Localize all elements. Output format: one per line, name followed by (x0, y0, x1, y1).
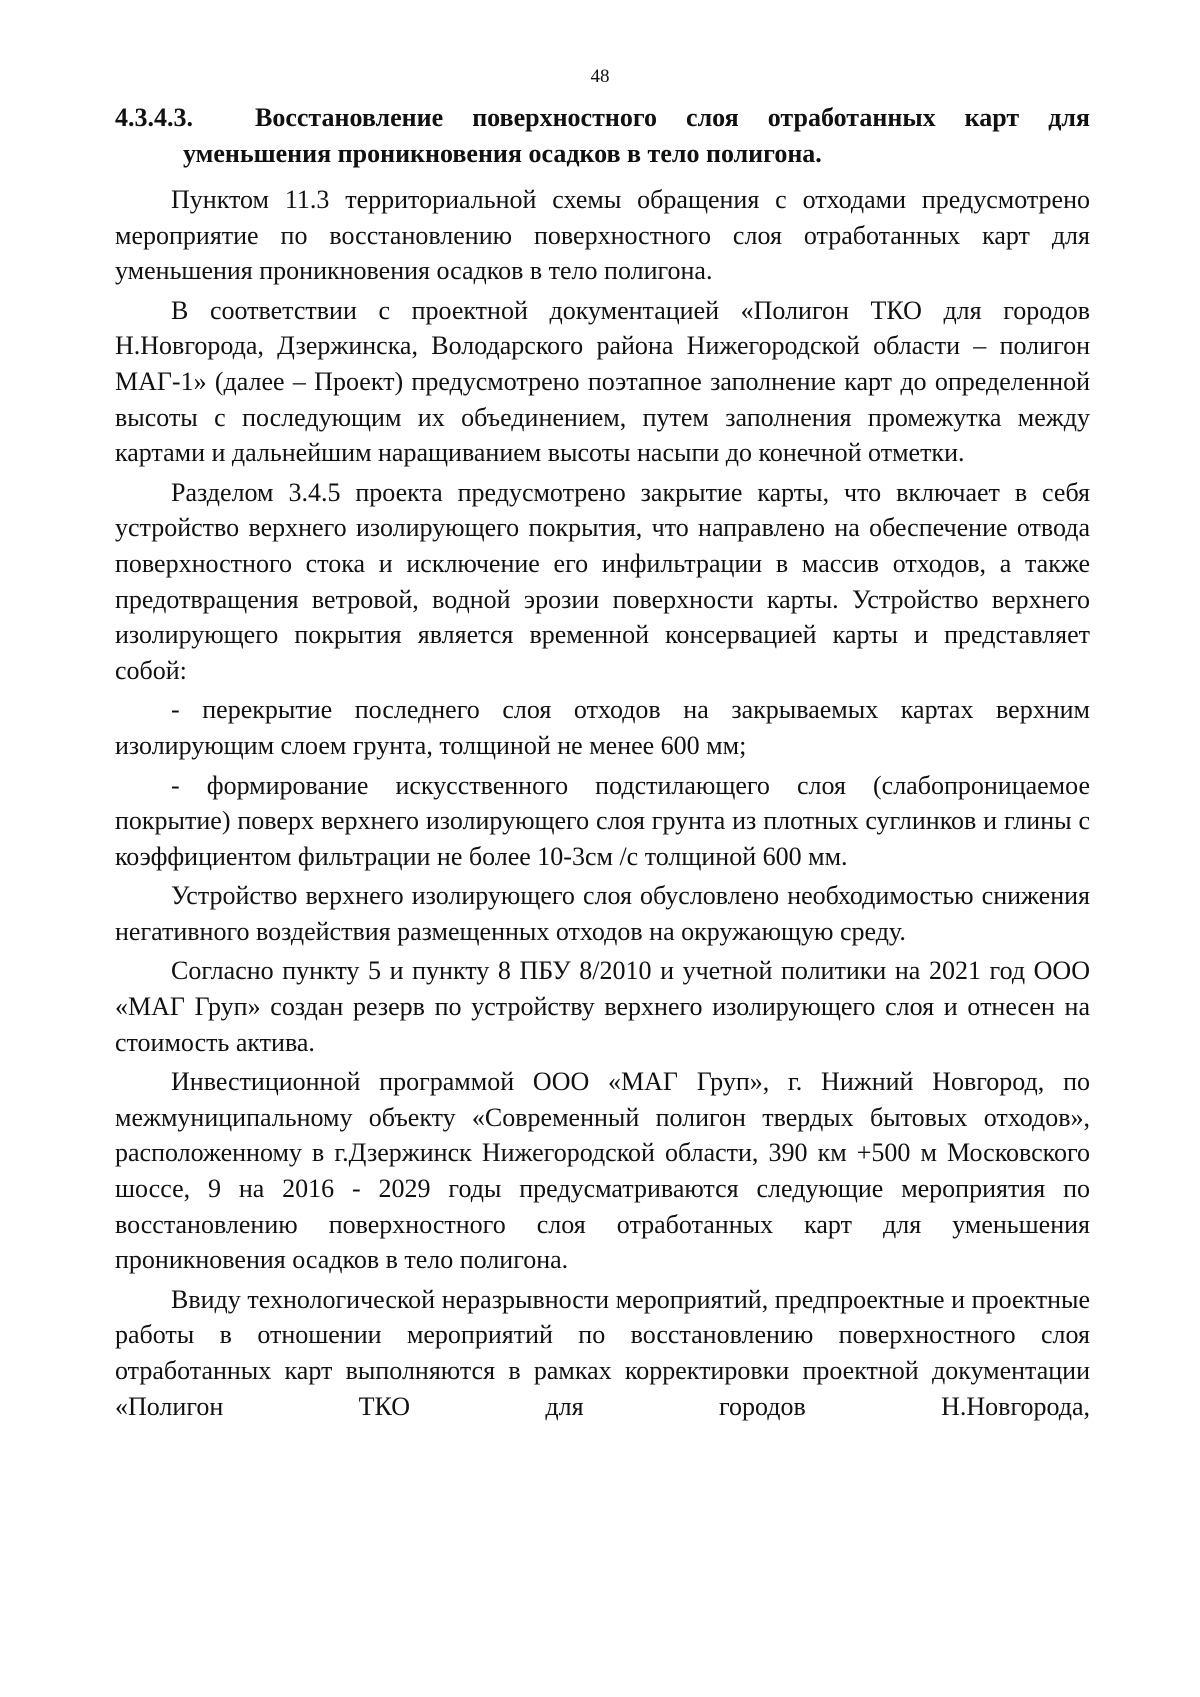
section-title-part1: Восстановление поверхностного слоя отработанных карт для (255, 103, 1090, 132)
paragraph: В соответствии с проектной документацией «Полигон ТКО для городов Н.Новгорода, Дзержинска, Володарского района Нижегородской области – полигон МАГ-1» (далее – Проект) предусмотрено поэтапное заполнение карт до определенной высоты с последующим их объединением, путем заполнения промежутка между картами и дальнейшим наращиванием высоты насыпи до конечной отметки. (115, 295, 1090, 468)
document-body (115, 100, 1090, 1428)
paragraph: Устройство верхнего изолирующего слоя обусловлено необходимостью снижения негативного воздействия размещенных отходов на окружающую среду. (115, 881, 1090, 946)
section-heading-line1 (115, 100, 1090, 136)
list-item: - перекрытие последнего слоя отходов на закрываемых картах верхним изолирующим слоем грунта, толщиной не менее 600 мм; (115, 695, 1090, 760)
section-number: 4.3.4.3. (115, 103, 193, 132)
section-title-part2: уменьшения проникновения осадков в тело полигона. (183, 139, 822, 168)
section-heading (115, 100, 1090, 172)
paragraph: Разделом 3.4.5 проекта предусмотрено закрытие карты, что включает в себя устройство верхнего изолирующего покрытия, что направлено на обеспечение отвода поверхностного стока и исключение его инфильтрации в массив отходов, а также предотвращения ветровой, водной эрозии поверхности карты. Устройство верхнего изолирующего покрытия является временной консервацией карты и представляет собой: (115, 477, 1090, 685)
paragraph: Пунктом 11.3 территориальной схемы обращения с отходами предусмотрено мероприятие по восстановлению поверхностного слоя отработанных карт для уменьшения проникновения осадков в тело полигона. (115, 185, 1090, 286)
paragraph: Согласно пункту 5 и пункту 8 ПБУ 8/2010 и учетной политики на 2021 год ООО «МАГ Груп» создан резерв по устройству верхнего изолирующего слоя и отнесен на стоимость актива. (115, 956, 1090, 1057)
paragraph: Ввиду технологической неразрывности мероприятий, предпроектные и проектные работы в отношении мероприятий по восстановлению поверхностного слоя отработанных карт выполняются в рамках корректировки проектной документации «Полигон ТКО для городов Н.Новгорода, (115, 1284, 1090, 1421)
paragraph: Инвестиционной программой ООО «МАГ Груп», г. Нижний Новгород, по межмуниципальному объекту «Современный полигон твердых бытовых отходов», расположенному в г.Дзержинск Нижегородской области, 390 км +500 м Московского шоссе, 9 на 2016 - 2029 годы предусматриваются следующие мероприятия по восстановлению поверхностного слоя отработанных карт для уменьшения проникновения осадков в тело полигона. (115, 1067, 1090, 1275)
list-item: - формирование искусственного подстилающего слоя (слабопроницаемое покрытие) поверх верхнего изолирующего слоя грунта из плотных суглинков и глины с коэффициентом фильтрации не более 10-3см /с толщиной 600 мм. (115, 770, 1090, 871)
page-number: 48 (590, 66, 610, 87)
